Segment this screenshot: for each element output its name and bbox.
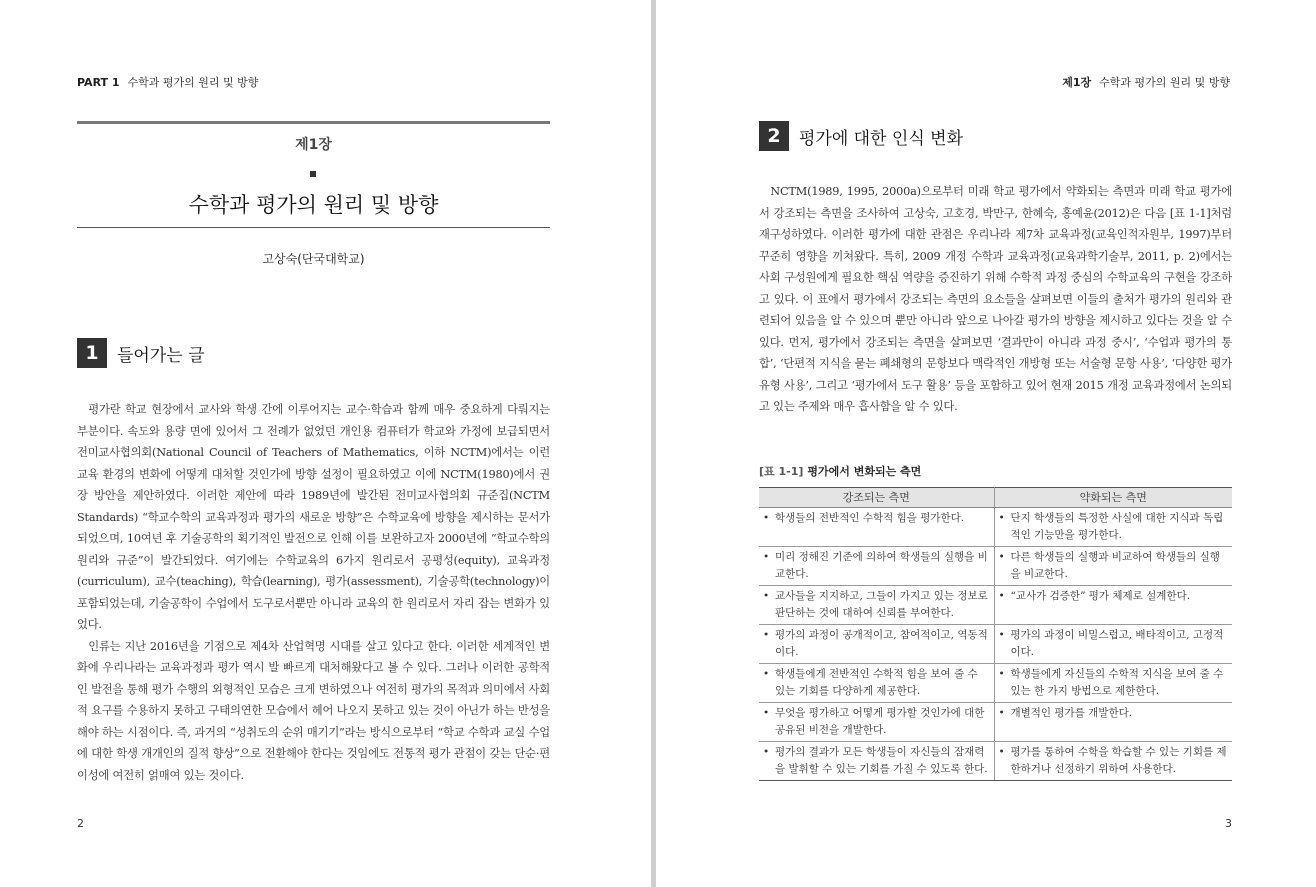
table-label: [표 1-1] (759, 465, 804, 478)
table-cell-text: 무엇을 평가하고 어떻게 평가할 것인가에 대한 공유된 비전을 개발한다. (775, 707, 985, 736)
table-caption-text: 평가에서 변화되는 측면 (807, 465, 922, 478)
bullet-mark: • (763, 512, 770, 524)
chapter-top-rule (77, 121, 550, 124)
chapter-bottom-rule (77, 227, 550, 228)
left-body-text (77, 399, 550, 786)
running-head-title: 수학과 평가의 원리 및 방향 (1099, 76, 1230, 89)
chapter-number: 제1장 (295, 137, 332, 153)
body-paragraph: NCTM(1989, 1995, 2000a)으로부터 미래 학교 평가에서 약화되는 측면과 미래 학교 평가에서 강조되는 측면을 조사하여 고상숙, 고호경, 박만구, 한혜숙, 홍예윤(2012)은 다음 [표 1-1]처럼 재구성하였다. 이러한 평가에 대한 관점은 우리나라 제7차 교육과정(교육인적자원부, 1997)부터 꾸준히 영향을 끼쳐왔다. 특히, 2009 개정 수학과 교육과정(교육과학기술부, 2011, p. 2)에서는 사회 구성원에게 필요한 핵심 역량을 증진하기 위해 수학적 과정 중심의 수학교육의 구현을 강조하고 있다. 이 표에서 평가에서 강조되는 측면의 요소들을 살펴보면 이들의 출처가 평가의 원리와 관련되어 있음을 알 수 있으며 뿐만 아니라 앞으로 나아갈 평가의 방향을 제시하고 있다는 것을 알 수 있다. 먼저, 평가에서 강조되는 측면을 살펴보면 ‘결과만이 아니라 과정 중시’, ‘수업과 평가의 통합’, ‘단편적 지식을 묻는 폐쇄형의 문항보다 맥락적인 개방형 또는 서술형 문항 사용’, ‘다양한 평가 유형 사용’, 그리고 ‘평가에서 도구 활용’ 등을 포함하고 있어 현재 2015 개정 교육과정에서 논의되고 있는 주제와 매우 흡사함을 알 수 있다. (759, 185, 1232, 413)
page-number-right: 3 (1225, 817, 1232, 830)
chapter-title: 수학과 평가의 원리 및 방향 (188, 193, 439, 217)
table-cell-weakened (994, 586, 1232, 625)
bullet-mark: • (998, 629, 1005, 641)
bullet-mark: • (998, 512, 1005, 524)
section-heading-1 (77, 338, 205, 368)
table-row (759, 742, 1232, 781)
page-number-left: 2 (77, 817, 84, 830)
table-cell-weakened (994, 625, 1232, 664)
body-paragraph: 인류는 지난 2016년을 기점으로 제4차 산업혁명 시대를 살고 있다고 한다. 이러한 세계적인 변화에 우리나라는 교육과정과 평가 역시 발 빠르게 대처해왔다고 볼 수 있다. 그러나 이러한 공학적인 발전을 통해 평가 수행의 외형적인 모습은 크게 변하였으나 여전히 평가의 목적과 의미에서 사회적 요구를 수용하지 못하고 구태의연한 모습에서 헤어 나오지 못하고 있는 것이 아닌가 하는 반성을 해야 하는 시점이다. 즉, 과거의 “성취도의 순위 매기기”라는 방식으로부터 “학교 수학과 교실 수업에 대한 학생 개개인의 질적 향상”으로 전환해야 한다는 것임에도 전통적 평가 관점이 갖는 단순·편이성에 여전히 얽매여 있는 것이다. (77, 639, 550, 782)
left-running-head (77, 74, 258, 90)
table-cell-emphasized (759, 547, 994, 586)
table-cell-weakened (994, 547, 1232, 586)
bullet-mark: • (763, 668, 770, 680)
section-number-badge: 1 (77, 338, 107, 368)
table-cell-emphasized (759, 742, 994, 781)
table-cell-emphasized (759, 586, 994, 625)
bullet-mark: • (998, 707, 1005, 719)
bullet-mark: • (998, 551, 1005, 563)
right-running-head (1062, 74, 1230, 90)
table-cell-text: 다른 학생들의 실행과 비교하여 학생들의 실행을 비교한다. (1010, 551, 1220, 580)
table-cell-text: 학생들에게 자신들의 수학적 지식을 보여 줄 수 있는 한 가지 방법으로 제한한다. (1010, 668, 1224, 697)
table-cell-text: 단지 학생들의 특정한 사실에 대한 지식과 독립적인 기능만을 평가한다. (1010, 512, 1224, 541)
table-row (759, 664, 1232, 703)
table-cell-text: 평가의 과정이 공개적이고, 참여적이고, 역동적이다. (775, 629, 988, 658)
bullet-mark: • (763, 551, 770, 563)
bullet-mark: • (763, 746, 770, 758)
table-cell-text: 평가를 통하여 수학을 학습할 수 있는 기회를 제한하거나 선정하기 위하여 사용한다. (1010, 746, 1227, 775)
bullet-mark: • (763, 629, 770, 641)
section-title: 들어가는 글 (117, 345, 205, 366)
running-head-part: PART 1 (77, 76, 120, 89)
table-cell-emphasized (759, 625, 994, 664)
table-cell-text: “교사가 검증한” 평가 체제로 설계한다. (1010, 590, 1191, 602)
table-cell-weakened (994, 664, 1232, 703)
chapter-author: 고상숙(단국대학교) (262, 252, 365, 266)
table-header-row (759, 488, 1232, 508)
bullet-mark: • (763, 707, 770, 719)
bullet-mark: • (763, 590, 770, 602)
table-row (759, 586, 1232, 625)
table-cell-text: 평가의 결과가 모든 학생들이 자신들의 잠재력을 발휘할 수 있는 기회를 가질 수 있도록 한다. (775, 746, 988, 775)
table-header-weakened: 약화되는 측면 (994, 488, 1232, 508)
table-cell-emphasized (759, 703, 994, 742)
bullet-mark: • (998, 590, 1005, 602)
table-row (759, 547, 1232, 586)
table-cell-emphasized (759, 508, 994, 547)
table-cell-text: 평가의 과정이 비밀스럽고, 배타적이고, 고정적이다. (1010, 629, 1224, 658)
table-row (759, 508, 1232, 547)
table-caption (759, 463, 921, 479)
bullet-mark: • (998, 746, 1005, 758)
comparison-table (759, 487, 1232, 781)
table-cell-weakened (994, 742, 1232, 781)
table-cell-text: 미리 정해진 기준에 의하여 학생들의 실행을 비교한다. (775, 551, 988, 580)
running-head-part: 제1장 (1062, 76, 1092, 89)
table-cell-text: 학생들에게 전반적인 수학적 힘을 보여 줄 수 있는 기회를 다양하게 제공한다. (775, 668, 978, 697)
table-row (759, 625, 1232, 664)
table-cell-weakened (994, 703, 1232, 742)
bullet-mark: • (998, 668, 1005, 680)
table-cell-text: 학생들의 전반적인 수학적 힘을 평가한다. (775, 512, 965, 524)
right-body-text (759, 181, 1232, 418)
table-header-emphasized: 강조되는 측면 (759, 488, 994, 508)
table-row (759, 703, 1232, 742)
table-cell-text: 개별적인 평가를 개발한다. (1010, 707, 1133, 719)
table-cell-text: 교사들을 지지하고, 그들이 가지고 있는 정보로 판단하는 것에 대하여 신뢰를 부여한다. (775, 590, 988, 619)
table-cell-emphasized (759, 664, 994, 703)
section-title: 평가에 대한 인식 변화 (799, 128, 964, 149)
chapter-bullet-mark (310, 171, 316, 177)
section-heading-2 (759, 121, 963, 151)
body-paragraph: 평가란 학교 현장에서 교사와 학생 간에 이루어지는 교수·학습과 함께 매우 중요하게 다뤄지는 부분이다. 속도와 용량 면에 있어서 그 전례가 없었던 개인용 컴퓨터가 학교와 가정에 보급되면서 전미교사협의회(National Council of Teachers of Mathematics, 이하 NCTM)에서는 이런 교육 환경의 변화에 어떻게 대처할 것인가에 방향 설정이 필요하였고 이에 NCTM(1980)에서 권장 방안을 제안하였다. 이러한 제안에 따라 1989년에 발간된 전미교사협의회 규준집(NCTM Standards) “학교수학의 교육과정과 평가의 새로운 방향”은 수학교육에 방향을 제시하는 문서가 되었으며, 10여년 후 기술공학의 획기적인 발전으로 인해 이를 보완하고자 2000년에 “학교수학의 원리와 규준”이 발간되었다. 여기에는 수학교육의 6가지 원리로서 공평성(equity), 교육과정(curriculum), 교수(teaching), 학습(learning), 평가(assessment), 기술공학(technology)이 포함되었는데, 기술공학이 수업에서 도구로서뿐만 아니라 교육의 한 원리로서 자리 잡는 변화가 있었다. (77, 403, 550, 631)
table-cell-weakened (994, 508, 1232, 547)
running-head-title: 수학과 평가의 원리 및 방향 (127, 76, 259, 89)
section-number-badge: 2 (759, 121, 789, 151)
